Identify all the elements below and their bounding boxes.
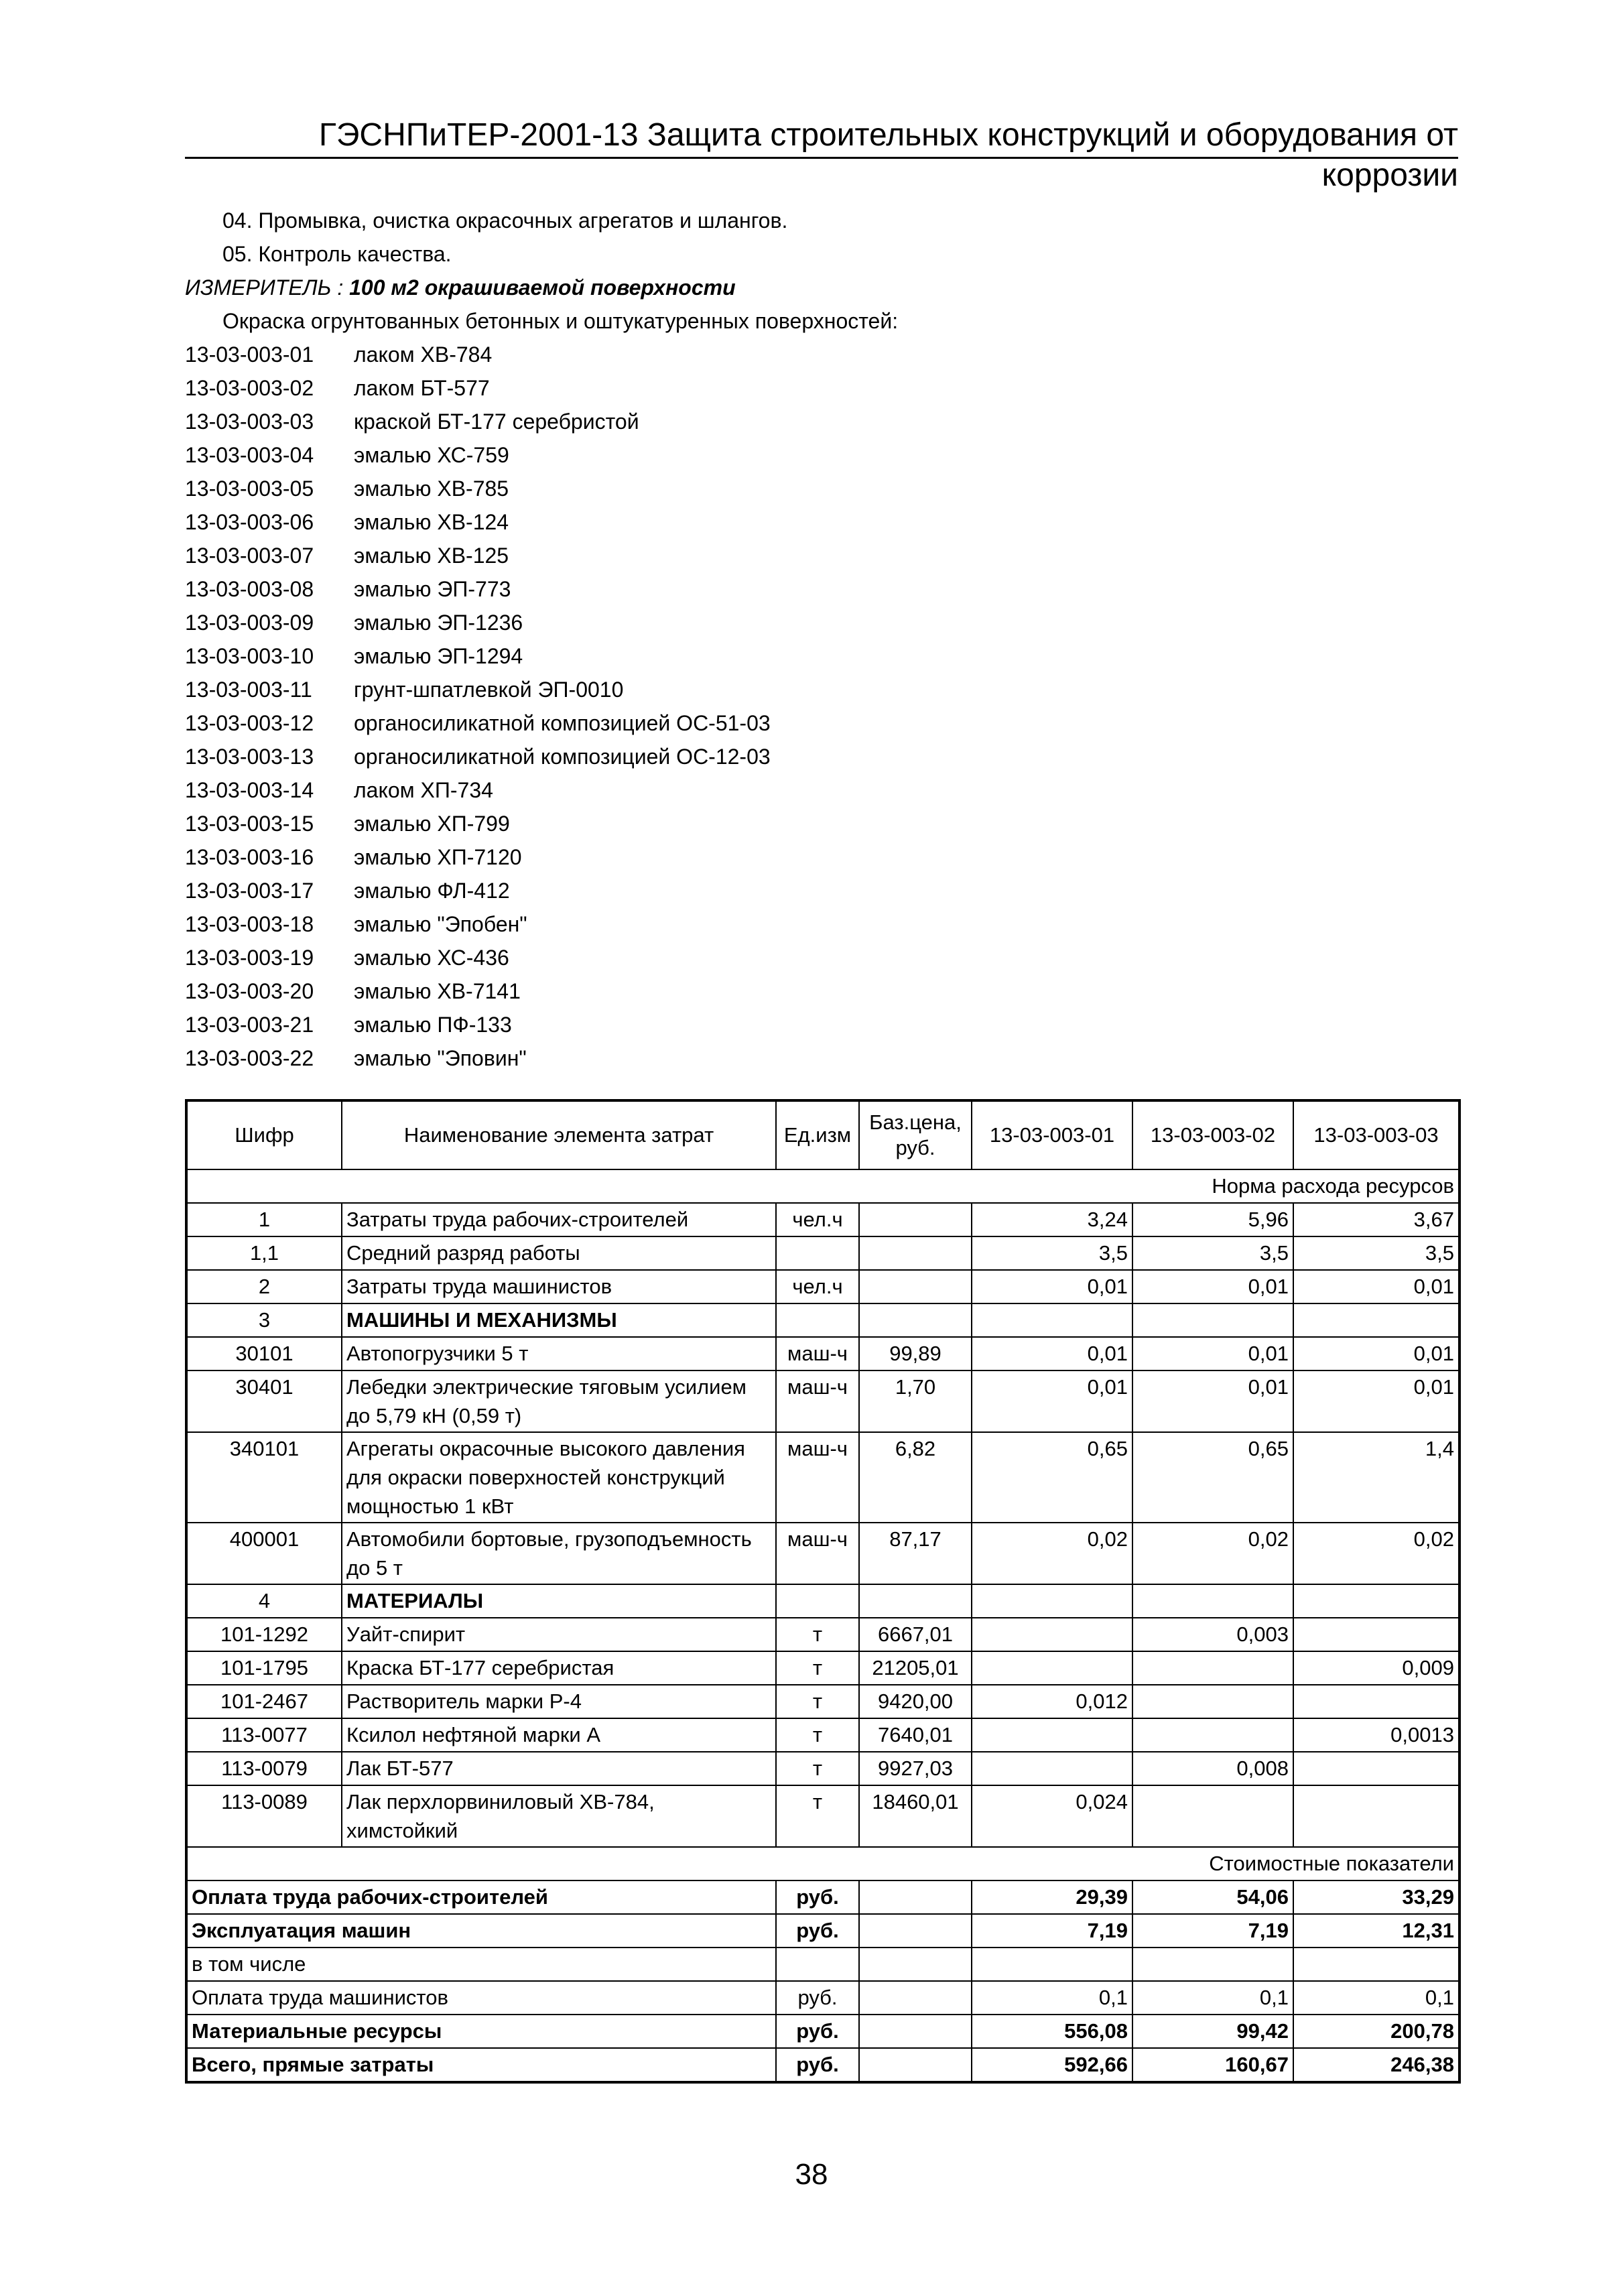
cost-unit: руб. (776, 1981, 859, 2015)
row-code: 2 (186, 1270, 342, 1303)
table-row (186, 1523, 1459, 1584)
row-value-col3 (1293, 1752, 1459, 1785)
code-description: эмалью ХП-799 (354, 812, 510, 836)
code-number: 13-03-003-09 (185, 611, 314, 635)
row-value-col1 (972, 1618, 1132, 1651)
intro-lead: Окраска огрунтованных бетонных и оштукатуренных поверхностей: (222, 309, 899, 333)
code-number: 13-03-003-22 (185, 1046, 314, 1070)
row-name: Средний разряд работы (342, 1236, 776, 1270)
row-name: Лак БТ-577 (342, 1752, 776, 1785)
cost-value-col1: 7,19 (972, 1914, 1132, 1948)
cost-value-col3: 0,1 (1293, 1981, 1459, 2015)
code-list-item (185, 438, 1458, 472)
code-description: эмалью ХС-436 (354, 946, 509, 970)
row-unit: маш-ч (776, 1523, 859, 1584)
row-value-col2 (1132, 1718, 1293, 1752)
cost-value-col3: 200,78 (1293, 2015, 1459, 2048)
row-price: 99,89 (859, 1337, 972, 1370)
measure-label: ИЗМЕРИТЕЛЬ : (185, 275, 344, 300)
row-value-col2 (1132, 1685, 1293, 1718)
code-description: грунт-шпатлевкой ЭП-0010 (354, 678, 624, 702)
code-list-item (185, 405, 1458, 438)
code-number: 13-03-003-19 (185, 946, 314, 970)
code-number: 13-03-003-01 (185, 342, 314, 367)
row-value-col1: 0,02 (972, 1523, 1132, 1584)
row-value-col1: 0,01 (972, 1337, 1132, 1370)
row-value-col2: 0,003 (1132, 1618, 1293, 1651)
code-number: 13-03-003-10 (185, 644, 314, 668)
row-value-col3 (1293, 1618, 1459, 1651)
row-price (859, 1584, 972, 1618)
table-row (186, 1651, 1459, 1685)
cost-name: Оплата труда рабочих-строителей (186, 1880, 776, 1914)
section-costs-row (186, 1847, 1459, 1880)
row-value-col1: 0,012 (972, 1685, 1132, 1718)
row-unit: т (776, 1752, 859, 1785)
row-value-col2: 0,008 (1132, 1752, 1293, 1785)
row-code: 3 (186, 1303, 342, 1337)
row-value-col2: 3,5 (1132, 1236, 1293, 1270)
cost-value-col2 (1132, 1948, 1293, 1981)
cost-name: в том числе (186, 1948, 776, 1981)
table-row (186, 1718, 1459, 1752)
cost-value-col1 (972, 1948, 1132, 1981)
cost-price (859, 1981, 972, 2015)
row-name: Растворитель марки Р-4 (342, 1685, 776, 1718)
cost-unit (776, 1948, 859, 1981)
code-description: эмалью ЭП-1294 (354, 644, 523, 668)
code-description: лаком ХВ-784 (354, 342, 493, 367)
code-number: 13-03-003-14 (185, 778, 314, 802)
row-code: 30101 (186, 1337, 342, 1370)
code-number: 13-03-003-08 (185, 577, 314, 601)
row-code: 4 (186, 1584, 342, 1618)
code-number: 13-03-003-15 (185, 812, 314, 836)
row-price: 6667,01 (859, 1618, 972, 1651)
header-col1: 13-03-003-01 (972, 1100, 1132, 1169)
header-code: Шифр (186, 1100, 342, 1169)
code-list-item (185, 974, 1458, 1008)
row-price (859, 1303, 972, 1337)
row-code: 1 (186, 1203, 342, 1236)
row-name: Уайт-спирит (342, 1618, 776, 1651)
row-value-col2 (1132, 1303, 1293, 1337)
row-name: Автомобили бортовые, грузоподъемность до 5 т (342, 1523, 776, 1584)
cost-row (186, 1914, 1459, 1948)
row-value-col2: 0,01 (1132, 1370, 1293, 1432)
code-list-item (185, 505, 1458, 539)
row-value-col1: 0,024 (972, 1785, 1132, 1847)
code-number: 13-03-003-04 (185, 443, 314, 467)
step-05: 05. Контроль качества. (222, 242, 452, 266)
code-description: органосиликатной композицией ОС-51-03 (354, 711, 771, 735)
row-value-col1: 0,01 (972, 1370, 1132, 1432)
row-value-col3: 0,01 (1293, 1270, 1459, 1303)
row-value-col3: 1,4 (1293, 1432, 1459, 1523)
row-code: 113-0089 (186, 1785, 342, 1847)
code-list-item (185, 539, 1458, 572)
row-value-col3: 3,67 (1293, 1203, 1459, 1236)
row-price (859, 1203, 972, 1236)
code-description: эмалью "Эпобен" (354, 912, 527, 936)
page-number: 38 (795, 2158, 828, 2191)
row-unit: чел.ч (776, 1203, 859, 1236)
row-value-col3: 0,0013 (1293, 1718, 1459, 1752)
cost-value-col1: 0,1 (972, 1981, 1132, 2015)
cost-value-col3: 33,29 (1293, 1880, 1459, 1914)
row-price: 21205,01 (859, 1651, 972, 1685)
row-value-col2: 0,01 (1132, 1337, 1293, 1370)
code-description: эмалью ФЛ-412 (354, 879, 510, 903)
row-value-col3: 0,01 (1293, 1337, 1459, 1370)
code-description: органосиликатной композицией ОС-12-03 (354, 745, 771, 769)
step-04: 04. Промывка, очистка окрасочных агрегатов и шлангов. (222, 208, 788, 233)
code-number: 13-03-003-16 (185, 845, 314, 869)
row-code: 1,1 (186, 1236, 342, 1270)
section-norms-title: Норма расхода ресурсов (186, 1169, 1459, 1203)
code-description: эмалью ЭП-773 (354, 577, 511, 601)
row-value-col2 (1132, 1651, 1293, 1685)
row-value-col1: 3,5 (972, 1236, 1132, 1270)
cost-name: Материальные ресурсы (186, 2015, 776, 2048)
code-description: эмалью ХВ-125 (354, 544, 509, 568)
code-number: 13-03-003-17 (185, 879, 314, 903)
row-unit: т (776, 1651, 859, 1685)
cost-value-col3: 12,31 (1293, 1914, 1459, 1948)
row-value-col1: 3,24 (972, 1203, 1132, 1236)
cost-row (186, 1880, 1459, 1914)
row-price: 9927,03 (859, 1752, 972, 1785)
row-price: 6,82 (859, 1432, 972, 1523)
code-description: эмалью ХВ-124 (354, 510, 509, 534)
table-row (186, 1752, 1459, 1785)
cost-price (859, 2048, 972, 2082)
code-description: эмалью "Эповин" (354, 1046, 527, 1070)
row-value-col3: 3,5 (1293, 1236, 1459, 1270)
code-list-item (185, 371, 1458, 405)
row-name: МАШИНЫ И МЕХАНИЗМЫ (342, 1303, 776, 1337)
cost-name: Эксплуатация машин (186, 1914, 776, 1948)
row-value-col2: 0,02 (1132, 1523, 1293, 1584)
cost-value-col3: 246,38 (1293, 2048, 1459, 2082)
row-unit: т (776, 1685, 859, 1718)
table-row (186, 1785, 1459, 1847)
row-price (859, 1236, 972, 1270)
code-number: 13-03-003-13 (185, 745, 314, 769)
row-value-col1 (972, 1584, 1132, 1618)
row-price: 7640,01 (859, 1718, 972, 1752)
header-unit: Ед.изм (776, 1100, 859, 1169)
code-number: 13-03-003-05 (185, 476, 314, 501)
row-unit (776, 1236, 859, 1270)
row-value-col3: 0,009 (1293, 1651, 1459, 1685)
cost-value-col2: 99,42 (1132, 2015, 1293, 2048)
code-description: эмалью ХВ-785 (354, 476, 509, 501)
row-value-col3 (1293, 1584, 1459, 1618)
header-col2: 13-03-003-02 (1132, 1100, 1293, 1169)
row-code: 101-2467 (186, 1685, 342, 1718)
code-list-item (185, 1008, 1458, 1041)
code-list-item (185, 840, 1458, 874)
code-description: лаком ХП-734 (354, 778, 493, 802)
row-unit (776, 1303, 859, 1337)
row-value-col2: 0,65 (1132, 1432, 1293, 1523)
code-description: эмалью ХС-759 (354, 443, 509, 467)
row-value-col3: 0,02 (1293, 1523, 1459, 1584)
row-value-col1 (972, 1752, 1132, 1785)
table-row (186, 1337, 1459, 1370)
header-col3: 13-03-003-03 (1293, 1100, 1459, 1169)
row-unit: маш-ч (776, 1337, 859, 1370)
row-value-col2 (1132, 1584, 1293, 1618)
table-row (186, 1303, 1459, 1337)
code-number: 13-03-003-20 (185, 979, 314, 1003)
row-value-col1 (972, 1651, 1132, 1685)
code-list-item (185, 639, 1458, 673)
row-name: Агрегаты окрасочные высокого давления для окраски поверхностей конструкций мощностью 1 кВт (342, 1432, 776, 1523)
row-name: Затраты труда рабочих-строителей (342, 1203, 776, 1236)
row-value-col1: 0,01 (972, 1270, 1132, 1303)
row-price: 18460,01 (859, 1785, 972, 1847)
cost-price (859, 2015, 972, 2048)
code-list-item (185, 807, 1458, 840)
cost-value-col2: 54,06 (1132, 1880, 1293, 1914)
code-description: эмалью ХВ-7141 (354, 979, 521, 1003)
cost-row (186, 2048, 1459, 2082)
cost-name: Всего, прямые затраты (186, 2048, 776, 2082)
cost-row (186, 1981, 1459, 2015)
cost-value-col1: 592,66 (972, 2048, 1132, 2082)
cost-value-col1: 556,08 (972, 2015, 1132, 2048)
row-price: 87,17 (859, 1523, 972, 1584)
cost-value-col2: 160,67 (1132, 2048, 1293, 2082)
code-number: 13-03-003-03 (185, 409, 314, 434)
code-list-item (185, 673, 1458, 706)
row-unit: т (776, 1618, 859, 1651)
cost-value-col1: 29,39 (972, 1880, 1132, 1914)
row-value-col1 (972, 1718, 1132, 1752)
row-code: 101-1795 (186, 1651, 342, 1685)
row-price: 1,70 (859, 1370, 972, 1432)
code-list (185, 338, 1458, 1075)
table-row (186, 1370, 1459, 1432)
code-description: краской БТ-177 серебристой (354, 409, 639, 434)
row-value-col3: 0,01 (1293, 1370, 1459, 1432)
cost-value-col3 (1293, 1948, 1459, 1981)
code-number: 13-03-003-07 (185, 544, 314, 568)
cost-unit: руб. (776, 1880, 859, 1914)
code-list-item (185, 1041, 1458, 1075)
row-unit: т (776, 1785, 859, 1847)
row-unit: маш-ч (776, 1370, 859, 1432)
row-code: 30401 (186, 1370, 342, 1432)
row-code: 340101 (186, 1432, 342, 1523)
row-value-col3 (1293, 1303, 1459, 1337)
code-description: эмалью ЭП-1236 (354, 611, 523, 635)
table-row (186, 1203, 1459, 1236)
code-description: эмалью ХП-7120 (354, 845, 522, 869)
row-name: Ксилол нефтяной марки А (342, 1718, 776, 1752)
measure-line (185, 271, 1458, 304)
cost-value-col2: 0,1 (1132, 1981, 1293, 2015)
row-code: 400001 (186, 1523, 342, 1584)
cost-row (186, 1948, 1459, 1981)
code-number: 13-03-003-21 (185, 1013, 314, 1037)
row-value-col2: 5,96 (1132, 1203, 1293, 1236)
cost-name: Оплата труда машинистов (186, 1981, 776, 2015)
row-value-col1: 0,65 (972, 1432, 1132, 1523)
row-value-col1 (972, 1303, 1132, 1337)
header-rule (185, 157, 1458, 159)
table-row (186, 1618, 1459, 1651)
page-header-title: ГЭСНПиТЕР-2001-13 Защита строительных конструкций и оборудования от коррозии (318, 117, 1458, 193)
cost-price (859, 1914, 972, 1948)
row-price: 9420,00 (859, 1685, 972, 1718)
cost-unit: руб. (776, 2015, 859, 2048)
code-list-item (185, 907, 1458, 941)
row-unit: т (776, 1718, 859, 1752)
code-description: эмалью ПФ-133 (354, 1013, 512, 1037)
header-price: Баз.цена, руб. (859, 1100, 972, 1169)
code-list-item (185, 472, 1458, 505)
code-number: 13-03-003-18 (185, 912, 314, 936)
code-list-item (185, 338, 1458, 371)
section-costs-title: Стоимостные показатели (186, 1847, 1459, 1880)
cost-unit: руб. (776, 1914, 859, 1948)
row-name: Автопогрузчики 5 т (342, 1337, 776, 1370)
table-row (186, 1685, 1459, 1718)
intro-section (185, 204, 1458, 1075)
row-name: Лак перхлорвиниловый ХВ-784, химстойкий (342, 1785, 776, 1847)
resource-table (185, 1099, 1461, 2084)
code-description: лаком БТ-577 (354, 376, 490, 400)
code-list-item (185, 941, 1458, 974)
code-list-item (185, 606, 1458, 639)
row-unit (776, 1584, 859, 1618)
row-code: 113-0079 (186, 1752, 342, 1785)
cost-value-col2: 7,19 (1132, 1914, 1293, 1948)
code-list-item (185, 874, 1458, 907)
measure-value: 100 м2 окрашиваемой поверхности (349, 275, 736, 300)
table-header-row (186, 1100, 1459, 1169)
table-row (186, 1270, 1459, 1303)
row-unit: маш-ч (776, 1432, 859, 1523)
row-unit: чел.ч (776, 1270, 859, 1303)
row-name: Краска БТ-177 серебристая (342, 1651, 776, 1685)
cost-price (859, 1880, 972, 1914)
row-value-col2: 0,01 (1132, 1270, 1293, 1303)
row-name: Затраты труда машинистов (342, 1270, 776, 1303)
row-price (859, 1270, 972, 1303)
code-number: 13-03-003-12 (185, 711, 314, 735)
row-value-col3 (1293, 1685, 1459, 1718)
cost-unit: руб. (776, 2048, 859, 2082)
row-name: Лебедки электрические тяговым усилием до 5,79 кН (0,59 т) (342, 1370, 776, 1432)
code-number: 13-03-003-06 (185, 510, 314, 534)
row-code: 101-1292 (186, 1618, 342, 1651)
code-list-item (185, 706, 1458, 740)
row-value-col3 (1293, 1785, 1459, 1847)
table-row (186, 1584, 1459, 1618)
header-name: Наименование элемента затрат (342, 1100, 776, 1169)
row-code: 113-0077 (186, 1718, 342, 1752)
code-list-item (185, 572, 1458, 606)
cost-price (859, 1948, 972, 1981)
table-row (186, 1236, 1459, 1270)
code-number: 13-03-003-02 (185, 376, 314, 400)
row-value-col2 (1132, 1785, 1293, 1847)
table-row (186, 1432, 1459, 1523)
code-number: 13-03-003-11 (185, 678, 312, 702)
cost-row (186, 2015, 1459, 2048)
code-list-item (185, 740, 1458, 773)
section-norms-row (186, 1169, 1459, 1203)
code-list-item (185, 773, 1458, 807)
row-name: МАТЕРИАЛЫ (342, 1584, 776, 1618)
